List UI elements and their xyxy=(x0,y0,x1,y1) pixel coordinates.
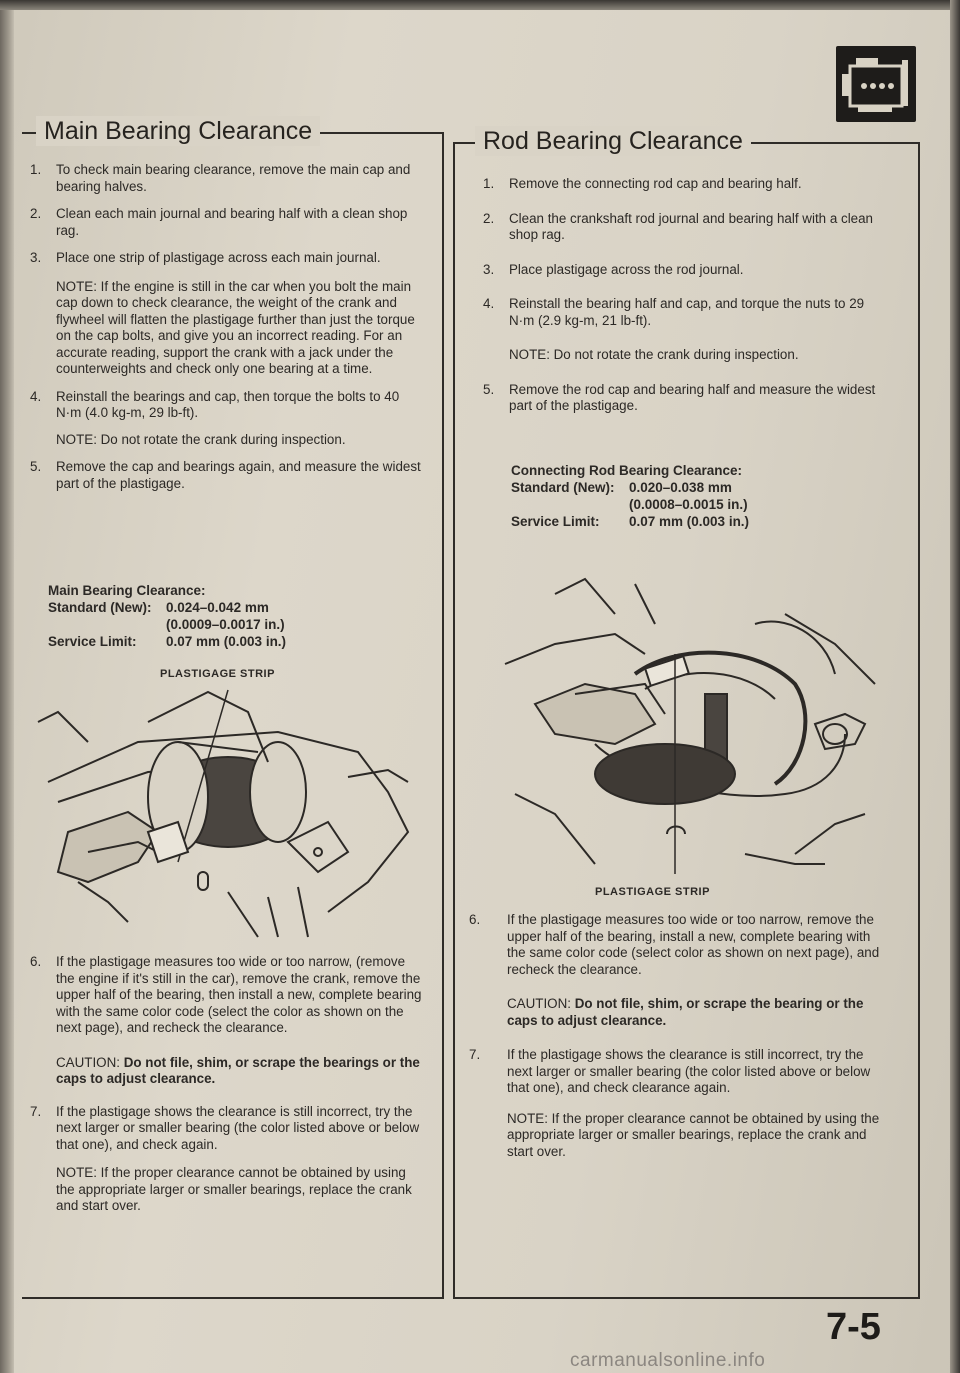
rod-step-1: 1. Remove the connecting rod cap and bearing half. xyxy=(483,176,802,191)
rod-bearing-steps xyxy=(479,176,891,426)
spec-limit-value: 0.07 mm (0.003 in.) xyxy=(166,634,287,649)
rod-spec-std-value: 0.020–0.038 mm xyxy=(629,480,732,495)
rod-bearing-steps-lower xyxy=(465,912,891,1171)
rod-step-3: 3. Place plastigage across the rod journal. xyxy=(483,261,744,277)
rod-spec-limit-label: Service Limit: xyxy=(511,514,600,529)
rod-note-replace-crank: NOTE: If the proper clearance cannot be obtained by using the appropriate larger or smaller bearings, replace the crank and start over. xyxy=(507,1110,880,1159)
rod-bearing-spec xyxy=(511,462,871,530)
rod-bearing-panel xyxy=(453,127,920,1299)
rod-step-5: 5. Remove the rod cap and bearing half and measure the widest part of the plastigage. xyxy=(483,381,876,413)
spec-std-value-in: (0.0009–0.0017 in.) xyxy=(166,617,285,632)
title-rule-left xyxy=(334,132,430,134)
spec-heading: Main Bearing Clearance: xyxy=(48,583,206,598)
step-2: 2. Clean each main journal and bearing half with a clean shop rag. xyxy=(30,206,408,238)
rod-step-4: 4. Reinstall the bearing half and cap, and torque the nuts to 29 N·m (2.9 kg-m, 21 lb-ft). NOTE: Do not rotate the crank during inspection. xyxy=(479,296,891,364)
step-3: 3. Place one strip of plastigage across each main journal. NOTE: If the engine is still in the car when you bolt the main cap down to check clearance, the weight of the crank and flywheel will flatten the plastigage further than just the torque on the cap bolts, and give you an incorrect reading. For an accurate reading, support the crank with a jack under the counterweights and check only one bearing at a time. xyxy=(26,250,422,378)
plastigage-strip-label: PLASTIGAGE STRIP xyxy=(160,668,275,680)
rod-bearing-title: Rod Bearing Clearance xyxy=(475,126,751,156)
main-bearing-steps-lower xyxy=(26,954,422,1226)
step-7: 7. If the plastigage shows the clearance is still incorrect, try the next larger or smaller bearing (the color listed above or below that one), and check again. NOTE: If the proper clearance cannot be obtained by using the appropriate larger or smaller bearings, replace the crank and start over. xyxy=(26,1104,422,1215)
spec-std-value: 0.024–0.042 mm xyxy=(166,600,269,615)
page-right-edge xyxy=(950,0,960,1373)
main-bearing-illustration xyxy=(28,682,428,952)
caution-bearings: CAUTION: Do not file, shim, or scrape the bearings or the caps to adjust clearance. xyxy=(56,1054,420,1086)
spec-std-label: Standard (New): xyxy=(48,600,152,615)
note-no-rotate: NOTE: Do not rotate the crank during inspection. xyxy=(56,431,346,447)
rod-spec-std-value-in: (0.0008–0.0015 in.) xyxy=(629,497,748,512)
main-bearing-panel xyxy=(22,117,444,1299)
step-5: 5. Remove the cap and bearings again, and measure the widest part of the plastigage. xyxy=(30,459,421,491)
step-6: 6. If the plastigage measures too wide or too narrow, (remove the engine if it's still in the car), remove the crank, remove the upper half of the bearing, then install a new, complete bearing with the same color code (select the color as shown on the next page), and recheck the clearance. xyxy=(30,954,422,1035)
main-bearing-spec xyxy=(48,582,408,650)
page-top-edge xyxy=(0,0,960,10)
step-4: 4. Reinstall the bearings and cap, then torque the bolts to 40 N·m (4.0 kg-m, 29 lb-ft). NOTE: Do not rotate the crank during inspection. xyxy=(26,389,422,449)
rod-spec-std-label: Standard (New): xyxy=(511,480,615,495)
rod-bearing-illustration xyxy=(495,574,885,884)
page-number: 7-5 xyxy=(826,1306,881,1348)
step-1: 1. To check main bearing clearance, remove the main cap and bearing halves. xyxy=(30,162,411,194)
rod-step-2: 2. Clean the crankshaft rod journal and bearing half with a clean shop rag. xyxy=(483,210,874,242)
rod-note-no-rotate: NOTE: Do not rotate the crank during inspection. xyxy=(509,347,799,362)
rod-spec-limit-value: 0.07 mm (0.003 in.) xyxy=(629,514,750,529)
main-bearing-steps xyxy=(26,162,422,503)
rod-step-7: 7. If the plastigage shows the clearance is still incorrect, try the next larger or smaller bearing (the color listed above or below that one), and check clearance again. NOTE: If the proper clearance cannot be obtained by using the appropriate larger or smaller bearings, replace the crank and start over. xyxy=(465,1047,891,1160)
spec-limit-label: Service Limit: xyxy=(48,634,137,649)
title-rule-right xyxy=(780,142,916,144)
rod-plastigage-strip-label: PLASTIGAGE STRIP xyxy=(595,886,710,898)
main-bearing-title: Main Bearing Clearance xyxy=(36,116,320,146)
rod-step-6: 6. If the plastigage measures too wide or too narrow, remove the upper half of the bearing, install a new, complete bearing with the same color code (select color as shown on next page), and recheck the clearance. xyxy=(469,912,880,977)
note-support-crank: NOTE: If the engine is still in the car when you bolt the main cap down to check clearance, the weight of the crank and flywheel will flatten the plastigage further than just the torque on the cap bolts, and give you an incorrect reading. For an accurate reading, support the crank with a jack under the counterweights and check only one bearing at a time. xyxy=(56,278,415,376)
engine-block-icon xyxy=(836,46,916,122)
watermark: carmanualsonline.info xyxy=(570,1350,766,1371)
page-binding xyxy=(0,0,14,1373)
note-replace-crank: NOTE: If the proper clearance cannot be obtained by using the appropriate larger or smaller bearings, replace the crank and start over. xyxy=(56,1165,412,1213)
rod-caution-bearing: CAUTION: Do not file, shim, or scrape the bearing or the caps to adjust clearance. xyxy=(507,996,864,1028)
rod-spec-heading: Connecting Rod Bearing Clearance: xyxy=(511,463,743,478)
